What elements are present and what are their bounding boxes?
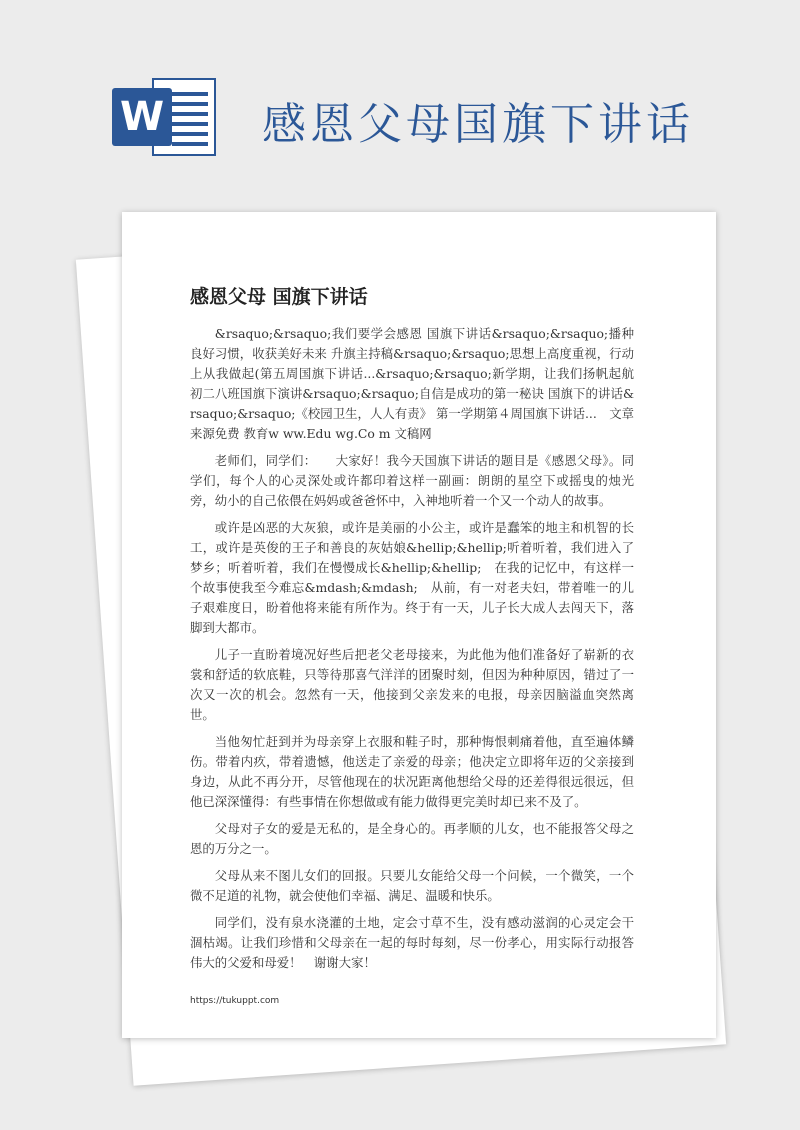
header	[0, 0, 800, 200]
word-document-icon	[112, 74, 224, 160]
document-body	[190, 324, 634, 980]
paragraph: &rsaquo;&rsaquo;我们要学会感恩 国旗下讲话&rsaquo;&rsaquo;播种良好习惯，收获美好未来 升旗主持稿&rsaquo;&rsaquo;思想上高度重视，行动上从我做起(第五周国旗下讲话...&rsaquo;&rsaquo;新学期，让我们扬帆起航 初二八班国旗下演讲&rsaquo;&rsaquo;自信是成功的第一秘诀 国旗下的讲话&rsaquo;&rsaquo;《校园卫生，人人有责》 第一学期第４周国旗下讲话... 文章来源免费 教育w ww.Edu wg.Co m 文稿网	[190, 326, 634, 441]
paragraph: 父母对子女的爱是无私的，是全身心的。再孝顺的儿女，也不能报答父母之恩的万分之一。	[190, 821, 634, 856]
document-page	[122, 212, 716, 1038]
paragraph: 老师们，同学们： 大家好！我今天国旗下讲话的题目是《感恩父母》。同学们，每个人的心灵深处或许都印着这样一副画：朗朗的星空下或摇曳的烛光旁，幼小的自己依偎在妈妈或爸爸怀中，入神地听着一个又一个动人的故事。	[190, 453, 634, 508]
paragraph: 同学们，没有泉水浇灌的土地，定会寸草不生，没有感动滋润的心灵定会干涸枯竭。让我们珍惜和父母亲在一起的每时每刻，尽一份孝心，用实际行动报答伟大的父爱和母爱！ 谢谢大家！	[190, 915, 634, 970]
paragraph: 儿子一直盼着境况好些后把老父老母接来，为此他为他们准备好了崭新的衣裳和舒适的软底鞋，只等待那喜气洋洋的团聚时刻，但因为种种原因，错过了一次又一次的机会。忽然有一天，他接到父亲发来的电报，母亲因脑溢血突然离世。	[190, 647, 634, 722]
document-title: 感恩父母 国旗下讲话	[190, 286, 368, 308]
footer-url: https://tukuppt.com	[190, 996, 280, 1006]
paragraph: 或许是凶恶的大灰狼，或许是美丽的小公主，或许是蠢笨的地主和机智的长工，或许是英俊的王子和善良的灰姑娘&hellip;&hellip;听着听着，我们进入了梦乡；听着听着，我们在慢慢成长&hellip;&hellip; 在我的记忆中，有这样一个故事使我至今难忘&mdash;&mdash; 从前，有一对老夫妇，带着唯一的儿子艰难度日，盼着他将来能有所作为。终于有一天，儿子长大成人去闯天下，落脚到大都市。	[190, 520, 634, 635]
paragraph: 父母从来不图儿女们的回报。只要儿女能给父母一个问候，一个微笑，一个微不足道的礼物，就会使他们幸福、满足、温暖和快乐。	[190, 868, 634, 903]
header-title: 感恩父母国旗下讲话	[262, 99, 694, 150]
word-logo-letter: W	[112, 88, 172, 146]
paragraph: 当他匆忙赶到并为母亲穿上衣服和鞋子时，那种悔恨刺痛着他，直至遍体鳞伤。带着内疚，带着遗憾，他送走了亲爱的母亲；他决定立即将年迈的父亲接到身边，从此不再分开，尽管他现在的状况距离他想给父母的还差得很远很远，但他已深深懂得：有些事情在你想做或有能力做得更完美时却已来不及了。	[190, 734, 634, 809]
